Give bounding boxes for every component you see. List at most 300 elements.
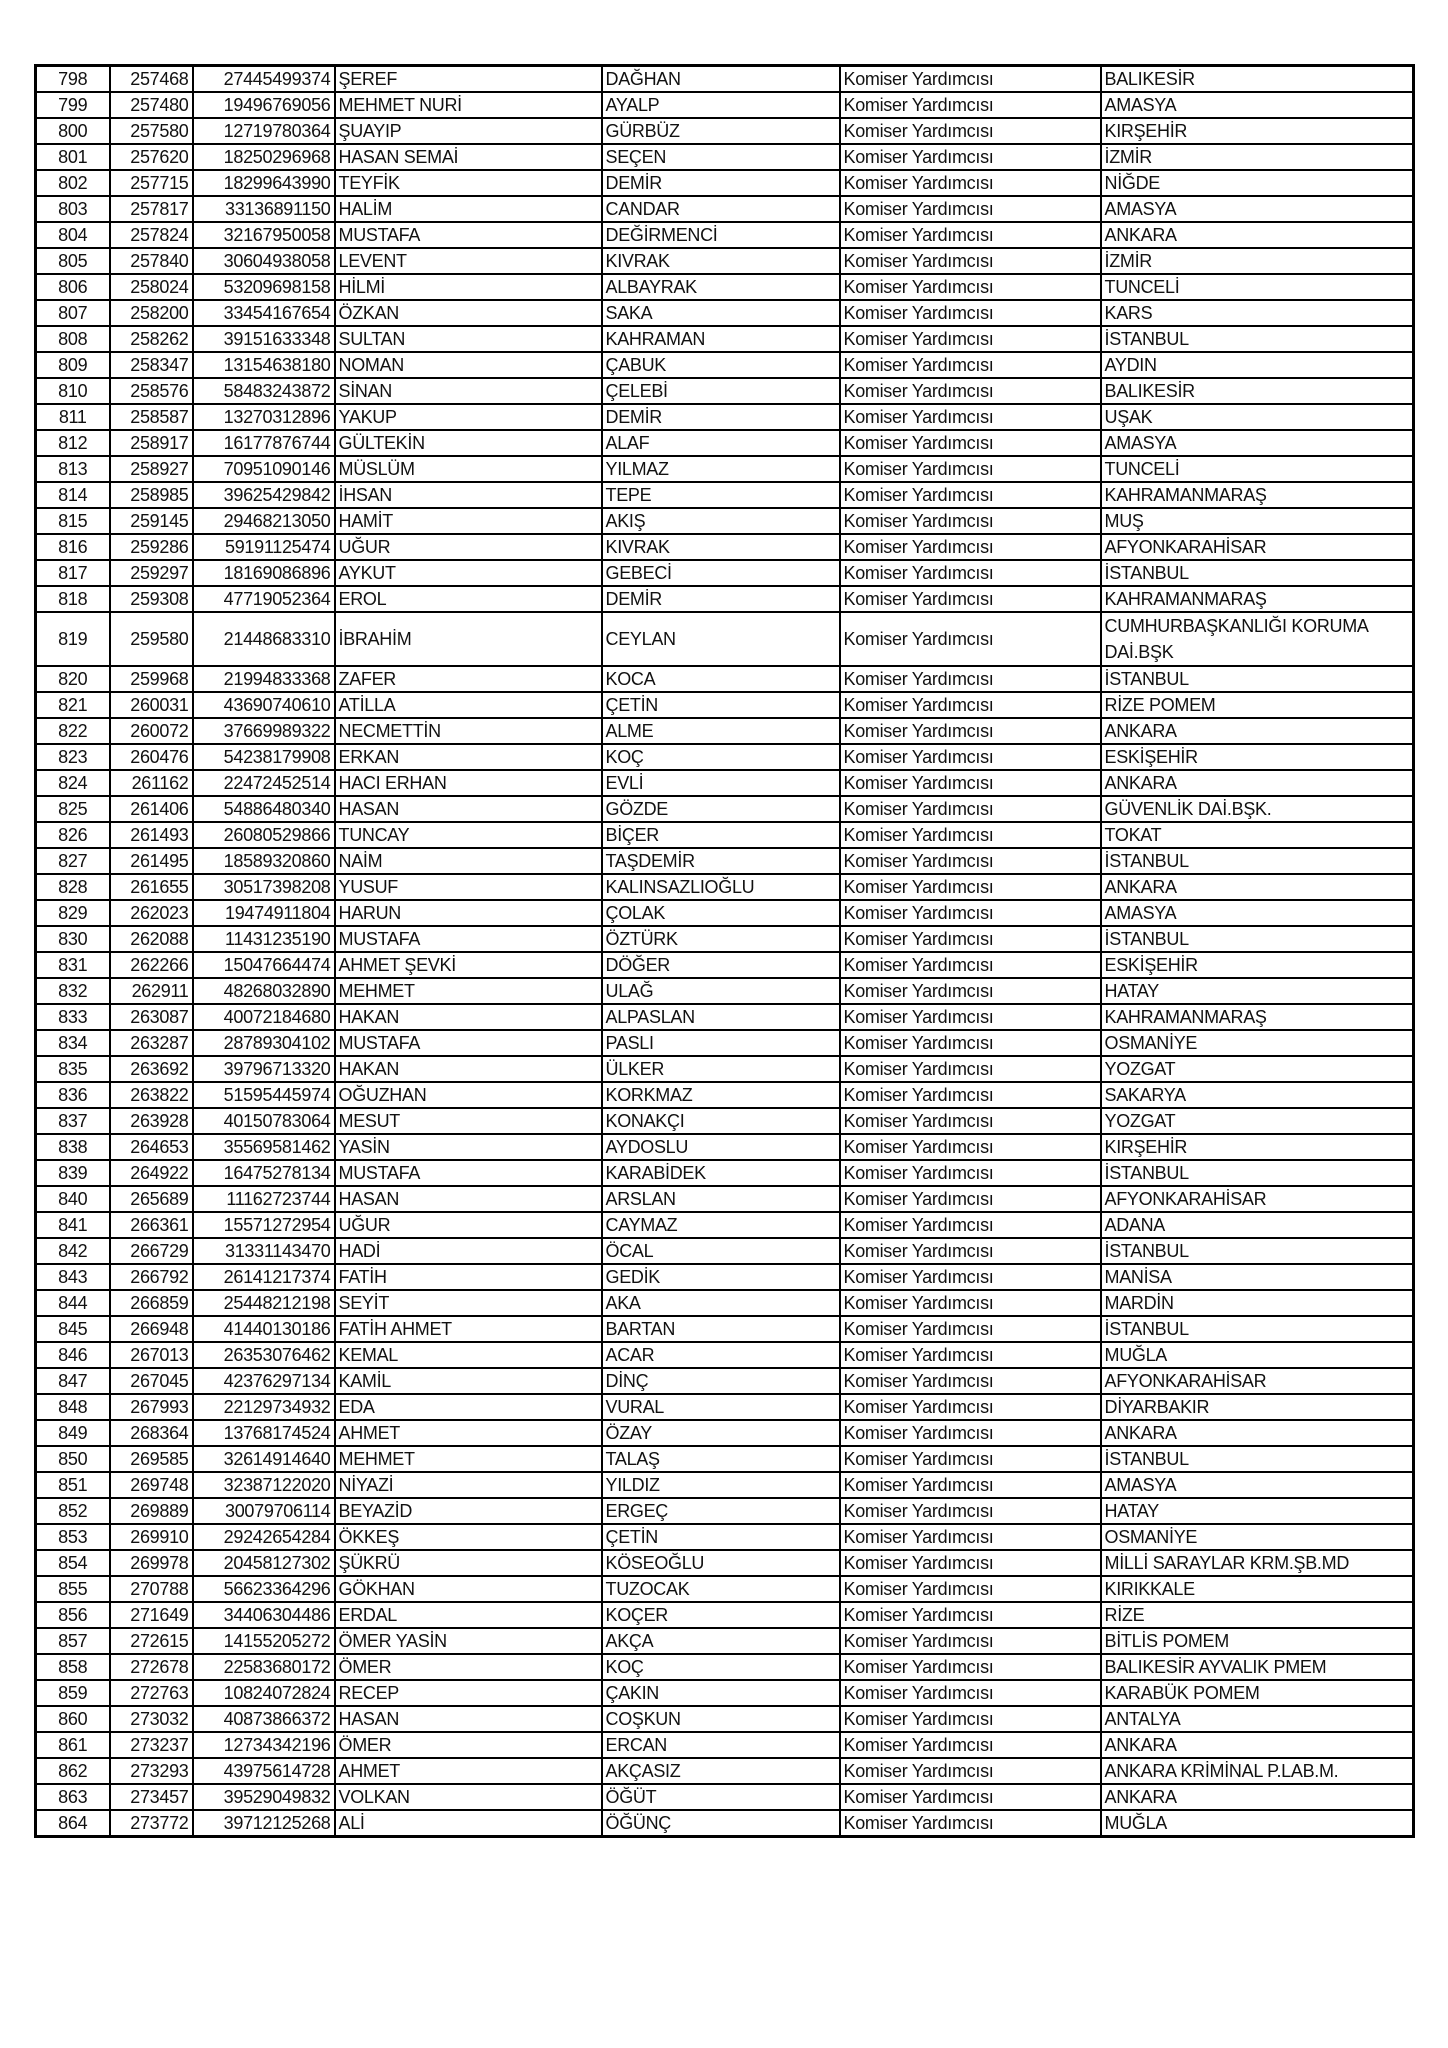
unit-cell: AYDIN (1101, 352, 1414, 378)
rank-cell: Komiser Yardımcısı (840, 796, 1101, 822)
registry-number-cell: 271649 (110, 1602, 193, 1628)
table-row (36, 1654, 1414, 1680)
unit-cell: ANKARA KRİMİNAL P.LAB.M. (1101, 1758, 1414, 1784)
row-number-cell: 830 (36, 926, 110, 952)
table-row (36, 378, 1414, 404)
registry-number-cell: 273237 (110, 1732, 193, 1758)
id-number-cell: 30604938058 (193, 248, 335, 274)
id-number-cell: 21994833368 (193, 666, 335, 692)
id-number-cell: 29242654284 (193, 1524, 335, 1550)
row-number-cell: 836 (36, 1082, 110, 1108)
registry-number-cell: 260476 (110, 744, 193, 770)
registry-number-cell: 261406 (110, 796, 193, 822)
registry-number-cell: 272678 (110, 1654, 193, 1680)
row-number-cell: 850 (36, 1446, 110, 1472)
rank-cell: Komiser Yardımcısı (840, 326, 1101, 352)
unit-cell: BALIKESİR (1101, 66, 1414, 93)
rank-cell: Komiser Yardımcısı (840, 1030, 1101, 1056)
first-name-cell: MEHMET NURİ (335, 92, 602, 118)
table-row (36, 666, 1414, 692)
registry-number-cell: 258347 (110, 352, 193, 378)
unit-cell: RİZE POMEM (1101, 692, 1414, 718)
registry-number-cell: 263692 (110, 1056, 193, 1082)
rank-cell: Komiser Yardımcısı (840, 144, 1101, 170)
first-name-cell: MUSTAFA (335, 926, 602, 952)
table-row (36, 718, 1414, 744)
row-number-cell: 798 (36, 66, 110, 93)
last-name-cell: KOÇ (602, 1654, 840, 1680)
unit-cell: KIRŞEHİR (1101, 1134, 1414, 1160)
first-name-cell: MUSTAFA (335, 222, 602, 248)
registry-number-cell: 272763 (110, 1680, 193, 1706)
row-number-cell: 804 (36, 222, 110, 248)
last-name-cell: CAYMAZ (602, 1212, 840, 1238)
last-name-cell: ALME (602, 718, 840, 744)
last-name-cell: DEMİR (602, 586, 840, 612)
id-number-cell: 18250296968 (193, 144, 335, 170)
last-name-cell: KORKMAZ (602, 1082, 840, 1108)
registry-number-cell: 257468 (110, 66, 193, 93)
unit-cell: İSTANBUL (1101, 1316, 1414, 1342)
table-row (36, 822, 1414, 848)
last-name-cell: ÇETİN (602, 1524, 840, 1550)
id-number-cell: 22472452514 (193, 770, 335, 796)
row-number-cell: 815 (36, 508, 110, 534)
registry-number-cell: 261495 (110, 848, 193, 874)
unit-cell: YOZGAT (1101, 1108, 1414, 1134)
first-name-cell: HAMİT (335, 508, 602, 534)
row-number-cell: 808 (36, 326, 110, 352)
first-name-cell: MESUT (335, 1108, 602, 1134)
unit-cell: İSTANBUL (1101, 560, 1414, 586)
id-number-cell: 18299643990 (193, 170, 335, 196)
registry-number-cell: 269748 (110, 1472, 193, 1498)
row-number-cell: 827 (36, 848, 110, 874)
row-number-cell: 831 (36, 952, 110, 978)
last-name-cell: VURAL (602, 1394, 840, 1420)
last-name-cell: AYDOSLU (602, 1134, 840, 1160)
first-name-cell: OĞUZHAN (335, 1082, 602, 1108)
table-row (36, 482, 1414, 508)
id-number-cell: 42376297134 (193, 1368, 335, 1394)
id-number-cell: 41440130186 (193, 1316, 335, 1342)
unit-cell: KARABÜK POMEM (1101, 1680, 1414, 1706)
unit-cell: İSTANBUL (1101, 926, 1414, 952)
first-name-cell: ERKAN (335, 744, 602, 770)
first-name-cell: NİYAZİ (335, 1472, 602, 1498)
id-number-cell: 15571272954 (193, 1212, 335, 1238)
registry-number-cell: 262266 (110, 952, 193, 978)
unit-cell: RİZE (1101, 1602, 1414, 1628)
id-number-cell: 31331143470 (193, 1238, 335, 1264)
first-name-cell: UĞUR (335, 534, 602, 560)
id-number-cell: 30079706114 (193, 1498, 335, 1524)
unit-cell: KIRŞEHİR (1101, 118, 1414, 144)
table-row (36, 1316, 1414, 1342)
table-row (36, 1186, 1414, 1212)
rank-cell: Komiser Yardımcısı (840, 770, 1101, 796)
id-number-cell: 16177876744 (193, 430, 335, 456)
id-number-cell: 30517398208 (193, 874, 335, 900)
rank-cell: Komiser Yardımcısı (840, 352, 1101, 378)
last-name-cell: TALAŞ (602, 1446, 840, 1472)
row-number-cell: 816 (36, 534, 110, 560)
first-name-cell: SULTAN (335, 326, 602, 352)
id-number-cell: 26141217374 (193, 1264, 335, 1290)
row-number-cell: 853 (36, 1524, 110, 1550)
first-name-cell: ÖMER YASİN (335, 1628, 602, 1654)
first-name-cell: HADİ (335, 1238, 602, 1264)
unit-cell: ANTALYA (1101, 1706, 1414, 1732)
registry-number-cell: 269889 (110, 1498, 193, 1524)
table-row (36, 1810, 1414, 1837)
unit-cell: AFYONKARAHİSAR (1101, 1186, 1414, 1212)
row-number-cell: 821 (36, 692, 110, 718)
row-number-cell: 812 (36, 430, 110, 456)
rank-cell: Komiser Yardımcısı (840, 1810, 1101, 1837)
row-number-cell: 829 (36, 900, 110, 926)
row-number-cell: 862 (36, 1758, 110, 1784)
rank-cell: Komiser Yardımcısı (840, 1498, 1101, 1524)
unit-cell: ESKİŞEHİR (1101, 952, 1414, 978)
registry-number-cell: 259580 (110, 612, 193, 666)
first-name-cell: AHMET ŞEVKİ (335, 952, 602, 978)
table-row (36, 560, 1414, 586)
id-number-cell: 22583680172 (193, 1654, 335, 1680)
first-name-cell: HACI ERHAN (335, 770, 602, 796)
id-number-cell: 37669989322 (193, 718, 335, 744)
rank-cell: Komiser Yardımcısı (840, 560, 1101, 586)
table-row (36, 248, 1414, 274)
row-number-cell: 855 (36, 1576, 110, 1602)
first-name-cell: ÖZKAN (335, 300, 602, 326)
last-name-cell: ÖĞÜT (602, 1784, 840, 1810)
table-row (36, 404, 1414, 430)
rank-cell: Komiser Yardımcısı (840, 1732, 1101, 1758)
registry-number-cell: 266948 (110, 1316, 193, 1342)
id-number-cell: 26353076462 (193, 1342, 335, 1368)
first-name-cell: LEVENT (335, 248, 602, 274)
rank-cell: Komiser Yardımcısı (840, 534, 1101, 560)
personnel-table (34, 64, 1415, 1838)
row-number-cell: 864 (36, 1810, 110, 1837)
table-row (36, 222, 1414, 248)
rank-cell: Komiser Yardımcısı (840, 1238, 1101, 1264)
table-row (36, 926, 1414, 952)
table-row (36, 1680, 1414, 1706)
personnel-table-body (36, 66, 1414, 1837)
last-name-cell: EVLİ (602, 770, 840, 796)
id-number-cell: 40072184680 (193, 1004, 335, 1030)
registry-number-cell: 258024 (110, 274, 193, 300)
unit-cell: ANKARA (1101, 874, 1414, 900)
first-name-cell: HASAN (335, 1186, 602, 1212)
id-number-cell: 48268032890 (193, 978, 335, 1004)
id-number-cell: 54238179908 (193, 744, 335, 770)
id-number-cell: 53209698158 (193, 274, 335, 300)
first-name-cell: MUSTAFA (335, 1030, 602, 1056)
last-name-cell: KALINSAZLIOĞLU (602, 874, 840, 900)
registry-number-cell: 261493 (110, 822, 193, 848)
row-number-cell: 843 (36, 1264, 110, 1290)
id-number-cell: 34406304486 (193, 1602, 335, 1628)
id-number-cell: 16475278134 (193, 1160, 335, 1186)
unit-cell: OSMANİYE (1101, 1524, 1414, 1550)
table-row (36, 586, 1414, 612)
rank-cell: Komiser Yardımcısı (840, 456, 1101, 482)
id-number-cell: 27445499374 (193, 66, 335, 93)
unit-cell: KIRIKKALE (1101, 1576, 1414, 1602)
id-number-cell: 26080529866 (193, 822, 335, 848)
table-row (36, 874, 1414, 900)
id-number-cell: 58483243872 (193, 378, 335, 404)
first-name-cell: ÖKKEŞ (335, 1524, 602, 1550)
rank-cell: Komiser Yardımcısı (840, 274, 1101, 300)
unit-cell: KAHRAMANMARAŞ (1101, 586, 1414, 612)
last-name-cell: KIVRAK (602, 248, 840, 274)
id-number-cell: 43690740610 (193, 692, 335, 718)
rank-cell: Komiser Yardımcısı (840, 1602, 1101, 1628)
registry-number-cell: 268364 (110, 1420, 193, 1446)
registry-number-cell: 270788 (110, 1576, 193, 1602)
table-row (36, 508, 1414, 534)
row-number-cell: 822 (36, 718, 110, 744)
id-number-cell: 39712125268 (193, 1810, 335, 1837)
last-name-cell: KOCA (602, 666, 840, 692)
last-name-cell: GEBECİ (602, 560, 840, 586)
row-number-cell: 832 (36, 978, 110, 1004)
registry-number-cell: 273293 (110, 1758, 193, 1784)
last-name-cell: ÇAKIN (602, 1680, 840, 1706)
id-number-cell: 39625429842 (193, 482, 335, 508)
unit-cell: ESKİŞEHİR (1101, 744, 1414, 770)
row-number-cell: 801 (36, 144, 110, 170)
unit-cell: İSTANBUL (1101, 1160, 1414, 1186)
row-number-cell: 802 (36, 170, 110, 196)
rank-cell: Komiser Yardımcısı (840, 1706, 1101, 1732)
last-name-cell: ÇETİN (602, 692, 840, 718)
table-row (36, 1004, 1414, 1030)
first-name-cell: ALİ (335, 1810, 602, 1837)
rank-cell: Komiser Yardımcısı (840, 1550, 1101, 1576)
id-number-cell: 29468213050 (193, 508, 335, 534)
registry-number-cell: 259297 (110, 560, 193, 586)
last-name-cell: TAŞDEMİR (602, 848, 840, 874)
last-name-cell: KIVRAK (602, 534, 840, 560)
unit-cell: ANKARA (1101, 1420, 1414, 1446)
id-number-cell: 18589320860 (193, 848, 335, 874)
row-number-cell: 858 (36, 1654, 110, 1680)
id-number-cell: 14155205272 (193, 1628, 335, 1654)
unit-cell: OSMANİYE (1101, 1030, 1414, 1056)
id-number-cell: 18169086896 (193, 560, 335, 586)
last-name-cell: ÖZAY (602, 1420, 840, 1446)
unit-cell: KAHRAMANMARAŞ (1101, 482, 1414, 508)
registry-number-cell: 266729 (110, 1238, 193, 1264)
registry-number-cell: 259968 (110, 666, 193, 692)
first-name-cell: BEYAZİD (335, 1498, 602, 1524)
table-row (36, 692, 1414, 718)
last-name-cell: ÖCAL (602, 1238, 840, 1264)
first-name-cell: HASAN SEMAİ (335, 144, 602, 170)
rank-cell: Komiser Yardımcısı (840, 1108, 1101, 1134)
rank-cell: Komiser Yardımcısı (840, 1524, 1101, 1550)
table-row (36, 1446, 1414, 1472)
last-name-cell: ALPASLAN (602, 1004, 840, 1030)
first-name-cell: ŞÜKRÜ (335, 1550, 602, 1576)
last-name-cell: KOÇER (602, 1602, 840, 1628)
registry-number-cell: 259308 (110, 586, 193, 612)
last-name-cell: CEYLAN (602, 612, 840, 666)
last-name-cell: ERGEÇ (602, 1498, 840, 1524)
rank-cell: Komiser Yardımcısı (840, 1186, 1101, 1212)
registry-number-cell: 259286 (110, 534, 193, 560)
unit-cell: HATAY (1101, 978, 1414, 1004)
last-name-cell: TEPE (602, 482, 840, 508)
row-number-cell: 861 (36, 1732, 110, 1758)
unit-cell: BALIKESİR AYVALIK PMEM (1101, 1654, 1414, 1680)
first-name-cell: KAMİL (335, 1368, 602, 1394)
row-number-cell: 817 (36, 560, 110, 586)
first-name-cell: ERDAL (335, 1602, 602, 1628)
table-row (36, 300, 1414, 326)
row-number-cell: 803 (36, 196, 110, 222)
rank-cell: Komiser Yardımcısı (840, 718, 1101, 744)
unit-cell: ANKARA (1101, 770, 1414, 796)
last-name-cell: GEDİK (602, 1264, 840, 1290)
unit-cell: GÜVENLİK DAİ.BŞK. (1101, 796, 1414, 822)
first-name-cell: HAKAN (335, 1004, 602, 1030)
rank-cell: Komiser Yardımcısı (840, 1394, 1101, 1420)
registry-number-cell: 257840 (110, 248, 193, 274)
row-number-cell: 839 (36, 1160, 110, 1186)
rank-cell: Komiser Yardımcısı (840, 1264, 1101, 1290)
table-row (36, 326, 1414, 352)
registry-number-cell: 262911 (110, 978, 193, 1004)
rank-cell: Komiser Yardımcısı (840, 1212, 1101, 1238)
row-number-cell: 859 (36, 1680, 110, 1706)
last-name-cell: KONAKÇI (602, 1108, 840, 1134)
row-number-cell: 799 (36, 92, 110, 118)
rank-cell: Komiser Yardımcısı (840, 874, 1101, 900)
unit-cell: MUĞLA (1101, 1810, 1414, 1837)
unit-cell: ANKARA (1101, 718, 1414, 744)
unit-cell: AFYONKARAHİSAR (1101, 534, 1414, 560)
id-number-cell: 33136891150 (193, 196, 335, 222)
first-name-cell: HASAN (335, 1706, 602, 1732)
table-row (36, 796, 1414, 822)
id-number-cell: 20458127302 (193, 1550, 335, 1576)
first-name-cell: FATİH AHMET (335, 1316, 602, 1342)
rank-cell: Komiser Yardımcısı (840, 196, 1101, 222)
table-row (36, 952, 1414, 978)
row-number-cell: 833 (36, 1004, 110, 1030)
unit-cell: AMASYA (1101, 1472, 1414, 1498)
first-name-cell: EDA (335, 1394, 602, 1420)
registry-number-cell: 258200 (110, 300, 193, 326)
registry-number-cell: 257817 (110, 196, 193, 222)
id-number-cell: 25448212198 (193, 1290, 335, 1316)
rank-cell: Komiser Yardımcısı (840, 482, 1101, 508)
id-number-cell: 32614914640 (193, 1446, 335, 1472)
registry-number-cell: 263087 (110, 1004, 193, 1030)
rank-cell: Komiser Yardımcısı (840, 430, 1101, 456)
rank-cell: Komiser Yardımcısı (840, 1004, 1101, 1030)
unit-cell: AMASYA (1101, 900, 1414, 926)
registry-number-cell: 257620 (110, 144, 193, 170)
row-number-cell: 807 (36, 300, 110, 326)
last-name-cell: YILMAZ (602, 456, 840, 482)
row-number-cell: 825 (36, 796, 110, 822)
last-name-cell: AKA (602, 1290, 840, 1316)
table-row (36, 456, 1414, 482)
registry-number-cell: 272615 (110, 1628, 193, 1654)
table-row (36, 1628, 1414, 1654)
table-row (36, 612, 1414, 666)
table-row (36, 1368, 1414, 1394)
row-number-cell: 809 (36, 352, 110, 378)
first-name-cell: RECEP (335, 1680, 602, 1706)
registry-number-cell: 258587 (110, 404, 193, 430)
registry-number-cell: 273032 (110, 1706, 193, 1732)
rank-cell: Komiser Yardımcısı (840, 300, 1101, 326)
last-name-cell: AKIŞ (602, 508, 840, 534)
registry-number-cell: 263287 (110, 1030, 193, 1056)
rank-cell: Komiser Yardımcısı (840, 692, 1101, 718)
last-name-cell: ACAR (602, 1342, 840, 1368)
row-number-cell: 813 (36, 456, 110, 482)
table-row (36, 1394, 1414, 1420)
id-number-cell: 51595445974 (193, 1082, 335, 1108)
registry-number-cell: 265689 (110, 1186, 193, 1212)
first-name-cell: ZAFER (335, 666, 602, 692)
first-name-cell: AYKUT (335, 560, 602, 586)
registry-number-cell: 273457 (110, 1784, 193, 1810)
first-name-cell: YUSUF (335, 874, 602, 900)
row-number-cell: 806 (36, 274, 110, 300)
registry-number-cell: 264653 (110, 1134, 193, 1160)
first-name-cell: SEYİT (335, 1290, 602, 1316)
rank-cell: Komiser Yardımcısı (840, 822, 1101, 848)
last-name-cell: ÇELEBİ (602, 378, 840, 404)
first-name-cell: MEHMET (335, 1446, 602, 1472)
row-number-cell: 845 (36, 1316, 110, 1342)
last-name-cell: DÖĞER (602, 952, 840, 978)
rank-cell: Komiser Yardımcısı (840, 118, 1101, 144)
row-number-cell: 834 (36, 1030, 110, 1056)
table-row (36, 534, 1414, 560)
id-number-cell: 19474911804 (193, 900, 335, 926)
unit-cell: MARDİN (1101, 1290, 1414, 1316)
id-number-cell: 33454167654 (193, 300, 335, 326)
unit-cell: İZMİR (1101, 248, 1414, 274)
unit-cell: İSTANBUL (1101, 1446, 1414, 1472)
id-number-cell: 19496769056 (193, 92, 335, 118)
first-name-cell: GÖKHAN (335, 1576, 602, 1602)
first-name-cell: EROL (335, 586, 602, 612)
unit-cell: KAHRAMANMARAŞ (1101, 1004, 1414, 1030)
table-row (36, 118, 1414, 144)
first-name-cell: TEYFİK (335, 170, 602, 196)
rank-cell: Komiser Yardımcısı (840, 66, 1101, 93)
rank-cell: Komiser Yardımcısı (840, 1290, 1101, 1316)
table-row (36, 144, 1414, 170)
row-number-cell: 824 (36, 770, 110, 796)
row-number-cell: 863 (36, 1784, 110, 1810)
id-number-cell: 22129734932 (193, 1394, 335, 1420)
row-number-cell: 800 (36, 118, 110, 144)
registry-number-cell: 267013 (110, 1342, 193, 1368)
